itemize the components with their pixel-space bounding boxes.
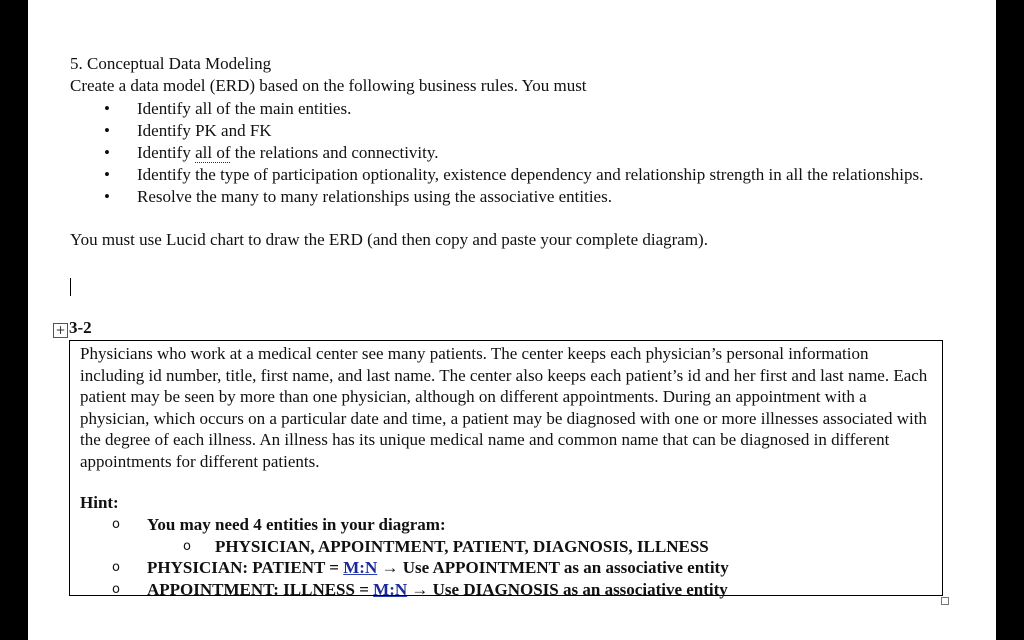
bullet-icon: • <box>104 143 110 162</box>
bullet-icon: • <box>104 121 110 140</box>
spellcheck-dotted-text: all of <box>195 143 231 162</box>
bullet-icon: • <box>104 99 110 118</box>
problem-box[interactable] <box>69 340 943 599</box>
bullet-icon: • <box>104 187 110 206</box>
list-item: • Identify all of the main entities. <box>104 99 352 118</box>
circle-bullet-icon: o <box>183 538 191 554</box>
task-label: 3-2 <box>69 318 92 337</box>
hint-item: o You may need 4 entities in your diagram: <box>112 515 446 534</box>
list-item: • Resolve the many to many relationships using the associative entities. <box>104 187 612 206</box>
assignment-content <box>70 53 950 268</box>
hint-title: Hint: <box>80 493 119 512</box>
lucid-chart-note: You must use Lucid chart to draw the ERD (and then copy and paste your complete diagram). <box>70 230 708 249</box>
problem-description: Physicians who work at a medical center see many patients. The center keeps each physician’s personal information including id number, title, first name, and last name. The center also keeps each patient’s id and her first and last name. Each patient may be seen by more than one physician, although on different appointments. During an appointment with a physician, which occurs on a particular date and time, a patient may be diagnosed with one or more illnesses associated with the degree of each illness. An illness has its unique medical name and common name that can be diagnosed in different appointments for different patients. <box>80 344 928 471</box>
arrow-icon: → <box>407 579 433 599</box>
text-cursor[interactable] <box>70 278 71 296</box>
circle-bullet-icon: o <box>112 581 120 597</box>
intro-text: Create a data model (ERD) based on the following business rules. You must <box>70 76 587 95</box>
document-page <box>28 0 996 640</box>
list-item: • Identify all of the relations and connectivity. <box>104 143 439 162</box>
mn-link: M:N <box>373 579 408 599</box>
requirements-list <box>70 98 950 207</box>
hint-item: o APPOINTMENT: ILLNESS = M:N → Use DIAGNOSIS as an associative entity <box>112 579 728 599</box>
hint-list <box>80 514 932 600</box>
mn-link: M:N <box>343 558 378 577</box>
table-move-handle-icon[interactable]: + <box>53 323 68 338</box>
arrow-icon: → <box>377 558 403 577</box>
section-heading: 5. Conceptual Data Modeling <box>70 54 272 73</box>
hint-subitem: o PHYSICIAN, APPOINTMENT, PATIENT, DIAGNOSIS, ILLNESS <box>183 536 709 556</box>
table-resize-handle[interactable] <box>941 597 949 605</box>
list-item: • Identify the type of participation optionality, existence dependency and relationship strength in all the relationships. <box>104 165 924 184</box>
bullet-icon: • <box>104 165 110 184</box>
hint-item: o PHYSICIAN: PATIENT = M:N → Use APPOINTMENT as an associative entity <box>112 558 729 577</box>
list-item: • Identify PK and FK <box>104 121 272 140</box>
circle-bullet-icon: o <box>112 517 120 532</box>
circle-bullet-icon: o <box>112 560 120 575</box>
